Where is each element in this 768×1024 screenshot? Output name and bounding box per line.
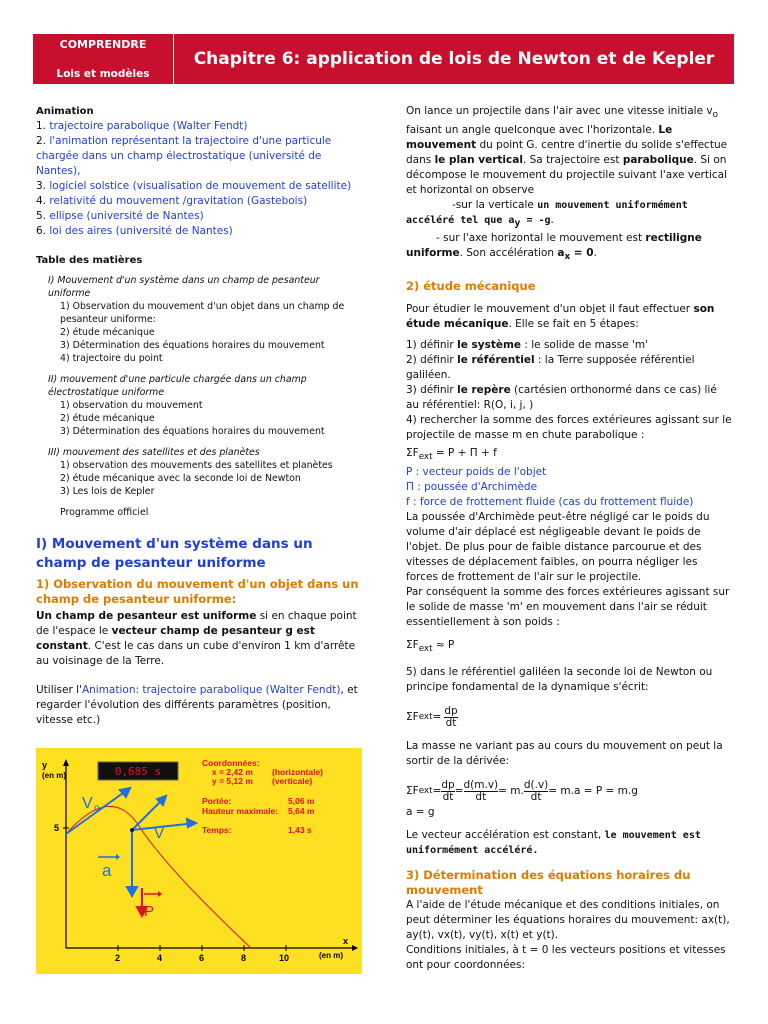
- animation-link-3[interactable]: logiciel solstice (visualisation de mouvement de satellite): [49, 180, 352, 192]
- toc-item[interactable]: 2) étude mécanique avec la seconde loi de Newton: [60, 473, 301, 484]
- v0-label: V: [82, 795, 93, 812]
- x-tick-label: 6: [199, 953, 205, 963]
- projectile-animation: [36, 748, 362, 974]
- fraction: $\frac{dp}{dt}$: [444, 704, 458, 729]
- legend-poids: P : vecteur poids de l'objet: [406, 466, 547, 479]
- step-1: 1) définir le système : le solide de masse 'm': [406, 339, 649, 352]
- x-tick-label: 2: [115, 953, 121, 963]
- category-box: [33, 34, 174, 84]
- a-arrowhead-icon: [127, 887, 137, 896]
- timer-value: 0,685 s: [114, 765, 162, 778]
- animation-item: 5. ellipse (université de Nantes): [36, 210, 204, 222]
- vertical-motion: -sur la verticale un mouvement uniformément accéléré tel que $a_y = -g$.: [406, 199, 688, 230]
- fraction: $\frac{d(.v)}{dt}$: [523, 778, 549, 803]
- animation-item: 2. l'animation représentant la trajectoire d'une particule chargée dans un champ électrostatique (université de Nantes),: [36, 135, 332, 177]
- a-label: a: [102, 861, 112, 880]
- x-axis-label: x: [343, 936, 349, 946]
- v-label: V: [154, 825, 165, 842]
- animation-link[interactable]: Animation: trajectoire parabolique (Walter Fendt): [81, 684, 341, 696]
- y-note: (verticale): [272, 776, 313, 786]
- y-coordinate: y = 5,12 m: [212, 776, 253, 786]
- vh-arrowhead-icon: [187, 819, 196, 827]
- p-label: P: [144, 903, 155, 920]
- portee-label: Portée:: [202, 796, 232, 806]
- toc-item[interactable]: 4) trajectoire du point: [60, 353, 163, 364]
- animation-item: 3. logiciel solstice (visualisation de mouvement de satellite): [36, 180, 352, 192]
- animation-link-5[interactable]: ellipse (université de Nantes): [49, 210, 204, 222]
- pesanteur-definition: Un champ de pesanteur est uniforme si en chaque point de l'espace le vecteur champ de pesanteur g est constant. C'est le cas dans un cube d'environ 1 km d'arrête au voisinage de la Terre.: [36, 610, 357, 667]
- toc-heading: Table des matières: [36, 255, 143, 266]
- animation-link-1[interactable]: trajectoire parabolique (Walter Fendt): [49, 120, 248, 132]
- toc-item[interactable]: 1) observation du mouvement: [60, 400, 203, 411]
- animation-link-4[interactable]: relativité du mouvement /gravitation (Gastebois): [49, 195, 308, 207]
- x-coordinate: x = 2,42 m: [212, 767, 253, 777]
- approx-equation: $\Sigma F_{ext} \approx P$: [406, 639, 455, 655]
- toc-item[interactable]: 2) étude mécanique: [60, 327, 155, 338]
- projectile-point: [130, 828, 134, 832]
- animation-link-6[interactable]: loi des aires (université de Nantes): [49, 225, 233, 237]
- consequence-paragraph: Par conséquent la somme des forces extérieures agissant sur le solide de masse 'm' en mouvement dans l'air se réduit essentiellement à son poids :: [406, 586, 730, 629]
- coords-label: Coordonnées:: [202, 758, 260, 768]
- chapter-header: [33, 34, 734, 84]
- step-3: 3) définir le repère (cartésien orthonormé dans ce cas) lié au référentiel: R(O, i, j, ): [406, 384, 717, 412]
- x-tick-label: 8: [241, 953, 247, 963]
- toc-section-3[interactable]: III) mouvement des satellites et des planètes: [48, 447, 260, 458]
- mass-paragraph: La masse ne variant pas au cours du mouvement on peut la sortir de la dérivée:: [406, 740, 723, 768]
- legend-archimede: Π : poussée d'Archimède: [406, 481, 538, 494]
- toc-item[interactable]: 1) Observation du mouvement d'un objet dans un champ de pesanteur uniforme:: [60, 301, 345, 325]
- toc-item[interactable]: 2) étude mécanique: [60, 413, 155, 424]
- left-column: [36, 104, 362, 728]
- toc-item[interactable]: 1) observation des mouvements des satellites et planètes: [60, 460, 333, 471]
- v0-arrowhead-icon: [120, 788, 130, 797]
- hauteur-value: 5,64 m: [288, 806, 315, 816]
- subsection-1-title: 1) Observation du mouvement d'un objet dans un champ de pesanteur uniforme:: [36, 577, 359, 606]
- portee-value: 5,06 m: [288, 796, 315, 806]
- newton-equation: ΣF ext = $\frac{dp}{dt}$: [406, 704, 458, 729]
- animation-item: 6. loi des aires (université de Nantes): [36, 225, 233, 237]
- initial-conditions: Conditions initiales, à t = 0 les vecteurs positions et vitesses ont pour coordonnées:: [406, 944, 726, 972]
- intro-paragraph: On lance un projectile dans l'air avec une vitesse initiale $v_o$ faisant un angle quelconque avec l'horizontale. Le mouvement du point G. centre d'inertie du solide s'effectue dans le plan vertical. Sa trajectoire est parabolique. Si on décompose le mouvement du projectile suivant l'axe vertical et horizontal on observe: [406, 105, 728, 197]
- y-axis-unit: (en m): [42, 771, 66, 780]
- fraction: $\frac{dp}{dt}$: [441, 778, 455, 803]
- chapter-title: Chapitre 6: application de lois de Newton et de Kepler: [193, 49, 715, 69]
- x-tick-label: 10: [279, 953, 290, 963]
- toc-section-2[interactable]: II) mouvement d'une particule chargée dans un champ électrostatique uniforme: [48, 374, 307, 398]
- archimede-paragraph: La poussée d'Archimède peut-être négligé car le poids du volume d'air déplacé est négligeable devant le poids de l'objet. De plus pour de faible distance parcourue et des vitesses de déplacement faibles, on pourra négliger les forces de frottement de l'air sur le projectile.: [406, 511, 710, 584]
- toc-section-1[interactable]: I) Mouvement d'un système dans un champ de pesanteur uniforme: [48, 275, 320, 299]
- hauteur-label: Hauteur maximale:: [202, 806, 279, 816]
- x-tick-label: 4: [157, 953, 163, 963]
- x-axis-unit: (en m): [319, 951, 343, 960]
- step-4: 4) rechercher la somme des forces extérieures agissant sur le projectile de masse m en chute parabolique :: [406, 414, 732, 442]
- toc-programme-link[interactable]: Programme officiel: [60, 507, 149, 518]
- p-overarrow-icon: [158, 891, 162, 897]
- category-sublabel: Lois et modèles: [56, 68, 150, 80]
- toc-item[interactable]: 3) Les lois de Kepler: [60, 486, 155, 497]
- toc-item[interactable]: 3) Détermination des équations horaires du mouvement: [60, 426, 325, 437]
- etude-intro: Pour étudier le mouvement d'un objet il faut effectuer son étude mécanique. Elle se fait en 5 étapes:: [406, 303, 715, 331]
- temps-value: 1,43 s: [288, 825, 312, 835]
- step-5: 5) dans le référentiel galiléen la seconde loi de Newton ou principe fondamental de la dynamique s'écrit:: [406, 666, 713, 694]
- toc-item[interactable]: 3) Détermination des équations horaires du mouvement: [60, 340, 325, 351]
- y-axis-label: y: [42, 760, 48, 770]
- table-of-contents: [36, 274, 362, 519]
- y-axis-arrow-icon: [63, 759, 69, 766]
- v0-label-sub: o: [94, 803, 100, 814]
- fraction: $\frac{d(m.v)}{dt}$: [463, 778, 499, 803]
- trajectory-plot: [36, 748, 362, 974]
- right-column: [406, 104, 732, 973]
- section-1-title: I) Mouvement d'un système dans un champ de pesanteur uniforme: [36, 536, 313, 571]
- legend-frottement: f : force de frottement fluide (cas du frottement fluide): [406, 496, 694, 509]
- a-overarrow-icon: [116, 854, 120, 860]
- forces-sum-equation: $\Sigma F_{ext} = P + \Pi + f$: [406, 447, 497, 463]
- step-2: 2) définir le référentiel : la Terre supposée référentiel galiléen.: [406, 354, 695, 382]
- horizontal-motion: - sur l'axe horizontal le mouvement est rectiligne uniforme. Son accélération $a_x = 0$.: [406, 232, 702, 263]
- a-equals-g: a = g: [406, 806, 435, 819]
- derivative-equation: ΣF ext = $\frac{dp}{dt}$ = $\frac{d(m.v)}{dt}$ = m. $\frac{d(.v)}{dt}$ = m.a = P = m.g: [406, 778, 638, 803]
- subsection-2-title: 2) étude mécanique: [406, 279, 536, 294]
- animation-item: 4. relativité du mouvement /gravitation (Gastebois): [36, 195, 308, 207]
- constant-acceleration: Le vecteur accélération est constant, le mouvement est uniformément accéléré.: [406, 829, 701, 857]
- y-tick-label: 5: [54, 823, 60, 833]
- animation-instruction: Utiliser l'Animation: trajectoire parabolique (Walter Fendt), et regarder l'évolution des différents paramètres (position, vitesse etc.): [36, 684, 358, 726]
- aide-paragraph: A l'aide de l'étude mécanique et des conditions initiales, on peut déterminer les équations horaires du mouvement: ax(t), ay(t), vx(t), vy(t), x(t) et y(t).: [406, 899, 730, 942]
- subsection-3-title: 3) Détermination des équations horaires du mouvement: [406, 868, 691, 898]
- x-axis-arrow-icon: [352, 945, 358, 951]
- animation-item: 1. trajectoire parabolique (Walter Fendt): [36, 120, 248, 132]
- animation-heading: Animation: [36, 106, 94, 117]
- x-note: (horizontale): [272, 767, 323, 777]
- temps-label: Temps:: [202, 825, 232, 835]
- animation-link-2[interactable]: l'animation représentant la trajectoire d'une particule chargée dans un champ électrostatique (université de Nantes),: [36, 135, 332, 177]
- category-label: COMPRENDRE: [59, 38, 147, 51]
